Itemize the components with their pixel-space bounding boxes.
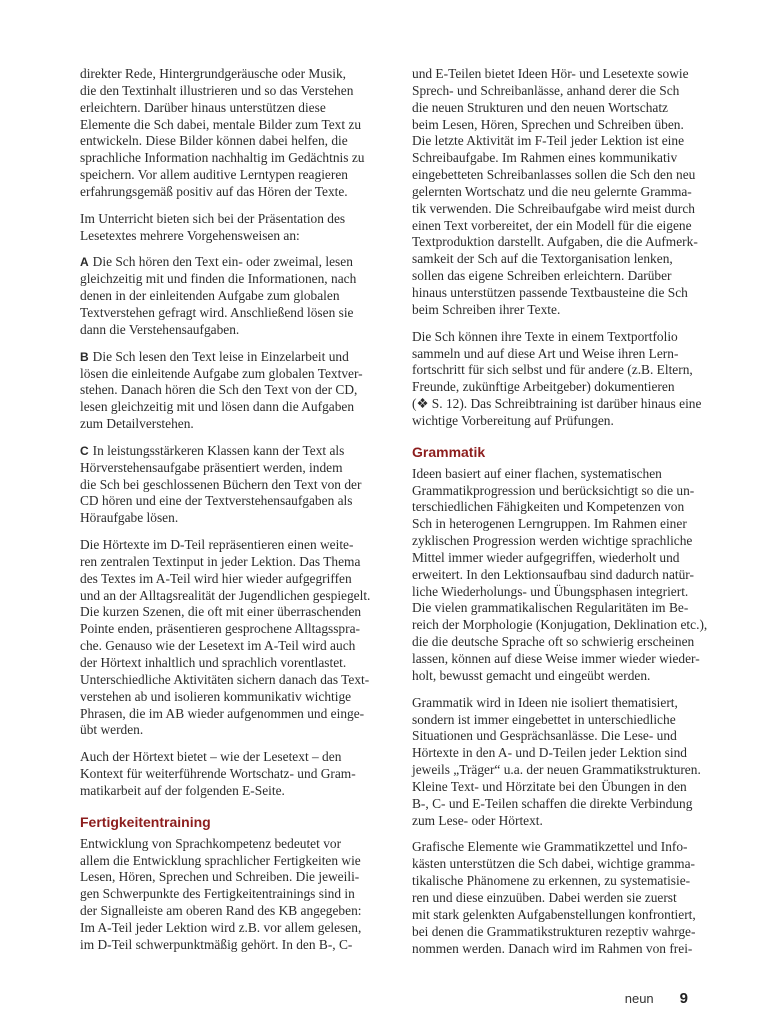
text-line: und E-Teilen bietet Ideen Hör- und Lesetexte sowie	[412, 66, 689, 81]
text-line: holt, bewusst gemacht und eingeübt werden.	[412, 667, 651, 683]
paragraph	[412, 329, 710, 430]
text-line: bei denen die Grammatikstrukturen rezeptiv wahrge-	[412, 923, 696, 939]
text-line: Lesen, Hören, Sprechen und Schreiben. Die jeweili-	[80, 869, 360, 885]
paragraph	[412, 66, 710, 319]
text-line: sondern ist immer eingebettet in unterschiedliche	[412, 711, 676, 727]
text-line: Die Hörtexte im D-Teil repräsentieren einen weite-	[80, 537, 354, 553]
text-line: zum Detailverstehen.	[80, 416, 194, 432]
section-heading: Fertigkeitentraining	[80, 813, 211, 830]
section-heading: Grammatik	[412, 443, 486, 460]
text-line: Ideen basiert auf einer flachen, systematischen	[412, 465, 662, 481]
text-line: CD hören und eine der Textverstehensaufgaben als	[80, 493, 353, 509]
text-line: erleichtern. Darüber hinaus unterstützen diese	[80, 99, 326, 115]
text-line: entwickeln. Diese Bilder können dabei helfen, die	[80, 133, 348, 149]
text-line: nommen werden. Danach wird im Rahmen von frei-	[412, 940, 693, 956]
text-line: eingebetteten Schreibanlasses sollen die Sch den neu	[412, 167, 696, 183]
text-line: mit stark gelenkten Aufgabenstellungen konfrontiert,	[412, 906, 696, 922]
text-line: Im Unterricht bieten sich bei der Präsentation des	[80, 210, 346, 226]
footer-page-word: neun	[624, 991, 654, 1006]
text-line: Auch der Hörtext bietet – wie der Lesetext – den	[80, 749, 342, 765]
text-line: erfahrungsgemäß positiv auf das Hören der Texte.	[80, 183, 348, 199]
text-line: Textverstehen gefragt wird. Anschließend lösen sie	[80, 304, 354, 320]
list-marker: B	[80, 349, 89, 364]
page-footer	[625, 990, 688, 1007]
paragraph	[80, 443, 378, 527]
text-line: die Sch bei geschlossenen Büchern den Text von der	[80, 476, 362, 492]
text-line: B-, C- und E-Teilen schaffen die direkte Verbindung	[412, 795, 693, 811]
text-line: gleichzeitig mit und finden die Informationen, nach	[80, 271, 357, 287]
list-marker: A	[80, 255, 89, 270]
text-line: sammeln und auf diese Art und Weise ihren Lern-	[412, 345, 679, 361]
text-line: Situationen und Gesprächsanlässe. Die Lese- und	[412, 728, 677, 744]
text-line: Sch in heterogenen Lerngruppen. Im Rahmen einer	[412, 516, 687, 532]
text-line: Hörtexte in den A- und D-Teilen jeder Lektion sind	[412, 745, 687, 761]
text-line: ren und diese einzuüben. Dabei werden sie zuerst	[412, 889, 677, 905]
text-line: (❖ S. 12). Das Schreibtraining ist darüber hinaus eine	[412, 396, 702, 412]
paragraph	[80, 211, 378, 245]
text-line: Die kurzen Szenen, die oft mit einer überraschenden	[80, 604, 362, 620]
text-line-content: In leistungsstärkeren Klassen kann der Text als	[92, 442, 345, 458]
text-line	[80, 349, 378, 366]
text-line: die neuen Strukturen und den neuen Wortschatz	[412, 99, 668, 115]
text-line: lösen die einleitende Aufgabe zum globalen Textver-	[80, 365, 363, 381]
text-line: Die letzte Aktivität im F-Teil jeder Lektion ist eine	[412, 133, 685, 149]
paragraph	[412, 695, 710, 830]
text-line: Die vielen grammatikalischen Regularitäten im Be-	[412, 600, 689, 616]
text-line: allem die Entwicklung sprachlicher Fertigkeiten wie	[80, 852, 361, 868]
text-line: ren zentralen Textinput in jeder Lektion. Das Thema	[80, 553, 361, 569]
paragraph	[412, 466, 710, 685]
text-line: tikalische Phänomene zu erkennen, zu systematisie-	[412, 873, 691, 889]
paragraph	[80, 836, 378, 954]
text-line: Unterschiedliche Aktivitäten sichern danach das Text-	[80, 671, 370, 687]
text-line: Sprech- und Schreibanlässe, anhand derer die Sch	[412, 82, 680, 98]
text-line: zum Lese- oder Hörtext.	[412, 812, 543, 828]
text-line: matikarbeit auf der folgenden E-Seite.	[80, 782, 285, 798]
text-line: Grammatikprogression und berücksichtigt so die un-	[412, 482, 695, 498]
paragraph	[80, 66, 378, 201]
text-line: Elemente die Sch dabei, mentale Bilder zum Text zu	[80, 116, 362, 132]
paragraph	[80, 537, 378, 739]
text-line: verstehen ab und isolieren kommunikativ wichtige	[80, 688, 352, 704]
text-line: erweitert. In den Lektionsaufbau sind dadurch natür-	[412, 566, 694, 582]
text-line: jeweils „Träger“ u.a. der neuen Grammatikstrukturen.	[412, 762, 701, 778]
text-line: übt werden.	[80, 722, 144, 738]
text-line: beim Schreiben ihrer Texte.	[412, 301, 561, 317]
list-marker: C	[80, 443, 89, 458]
text-line: und an der Alltagsrealität der Jugendlichen gespiegelt.	[80, 587, 371, 603]
text-line: beim Lesen, Hören, Sprechen und Schreiben üben.	[412, 116, 684, 132]
paragraph	[412, 839, 710, 957]
text-line: zyklischen Progression werden wichtige sprachliche	[412, 533, 693, 549]
text-line: Lesetextes mehrere Vorgehensweisen an:	[80, 227, 300, 243]
text-line: Die Sch können ihre Texte in einem Textportfolio	[412, 328, 678, 344]
text-line: hinaus unterstützen passende Textbausteine die Sch	[412, 284, 688, 300]
text-line: sollen das eigene Schreiben erleichtern. Darüber	[412, 268, 672, 284]
text-line: des Textes im A-Teil wird hier wieder aufgegriffen	[80, 570, 352, 586]
text-line: lesen gleichzeitig mit und lösen dann die Aufgaben	[80, 399, 355, 415]
text-line: kästen unterstützen die Sch dabei, wichtige gramma-	[412, 856, 695, 872]
paragraph	[80, 254, 378, 338]
text-line: die den Textinhalt illustrieren und so das Verstehen	[80, 82, 354, 98]
text-line: gen Schwerpunkte des Fertigkeitentrainings sind in	[80, 886, 355, 902]
text-line: tik verwenden. Die Schreibaufgabe wird meist durch	[412, 200, 695, 216]
text-line: dann die Verstehensaufgaben.	[80, 321, 240, 337]
text-line-content: Die Sch hören den Text ein- oder zweimal, lesen	[92, 254, 353, 270]
text-line: wichtige Vorbereitung auf Prüfungen.	[412, 412, 614, 428]
text-line: samkeit der Sch auf die Textorganisation lenken,	[412, 251, 673, 267]
text-line: lassen, können auf diese Weise immer wieder wieder-	[412, 651, 700, 666]
left-column	[80, 66, 378, 964]
text-line: reich der Morphologie (Konjugation, Deklination etc.),	[412, 617, 708, 633]
text-line: Grammatik wird in Ideen nie isoliert thematisiert,	[412, 694, 678, 710]
text-line: Hörverstehensaufgabe präsentiert werden, indem	[80, 459, 343, 475]
text-line: die die deutsche Sprache oft so schwierig erscheinen	[412, 634, 695, 650]
paragraph	[80, 749, 378, 800]
right-column	[412, 66, 710, 967]
text-line: gelernten Wortschatz und die neu gelernte Gramma-	[412, 183, 692, 199]
text-line: denen in der einleitenden Aufgabe zum globalen	[80, 288, 340, 304]
text-line: terschiedlichen Fähigkeiten und Kompetenzen von	[412, 499, 685, 515]
page-number: 9	[679, 990, 688, 1007]
text-line: Schreibaufgabe. Im Rahmen eines kommunikativ	[412, 150, 678, 166]
text-line: liche Wiederholungs- und Übungsphasen integriert.	[412, 583, 689, 599]
text-line: che. Genauso wie der Lesetext im A-Teil wird auch	[80, 638, 356, 654]
text-line: der Hörtext inhaltlich und sprachlich vorentlastet.	[80, 655, 347, 670]
text-line: Grafische Elemente wie Grammatikzettel und Info-	[412, 839, 688, 855]
text-line: Freunde, zukünftige Arbeitgeber) dokumentieren	[412, 379, 675, 395]
text-line: sprachliche Information nachhaltig im Gedächtnis zu	[80, 150, 365, 166]
text-line: Höraufgabe lösen.	[80, 510, 179, 526]
text-line: Im A-Teil jeder Lektion wird z.B. vor allem gelesen,	[80, 919, 362, 935]
text-line: Kleine Text- und Hörzitate bei den Übungen in den	[412, 778, 687, 794]
text-line: der Signalleiste am oberen Rand des KB angegeben:	[80, 903, 362, 919]
text-line: fortschritt für sich selbst und für andere (z.B. Eltern,	[412, 362, 693, 378]
text-line: speichern. Vor allem auditive Lerntypen reagieren	[80, 167, 348, 183]
text-line: im D-Teil schwerpunktmäßig gehört. In den B-, C-	[80, 936, 353, 952]
text-line: Mittel immer wieder aufgegriffen, wiederholt und	[412, 549, 680, 565]
text-line: Phrasen, die im AB wieder aufgenommen und einge-	[80, 705, 365, 721]
text-line	[80, 443, 378, 460]
text-line: direkter Rede, Hintergrundgeräusche oder Musik,	[80, 66, 346, 81]
text-line: einen Text vorbereitet, der ein Modell für die eigene	[412, 217, 692, 233]
text-line	[80, 254, 378, 271]
text-line: Kontext für weiterführende Wortschatz- und Gram-	[80, 766, 356, 782]
text-line: Textproduktion darstellt. Aufgaben, die die Aufmerk-	[412, 234, 698, 250]
text-line: Pointe enden, präsentieren gesprochene Alltagsspra-	[80, 621, 360, 637]
paragraph	[80, 349, 378, 433]
text-line-content: Die Sch lesen den Text leise in Einzelarbeit und	[92, 348, 349, 364]
text-line: Entwicklung von Sprachkompetenz bedeutet vor	[80, 835, 342, 851]
text-line: stehen. Danach hören die Sch den Text von der CD,	[80, 382, 358, 398]
